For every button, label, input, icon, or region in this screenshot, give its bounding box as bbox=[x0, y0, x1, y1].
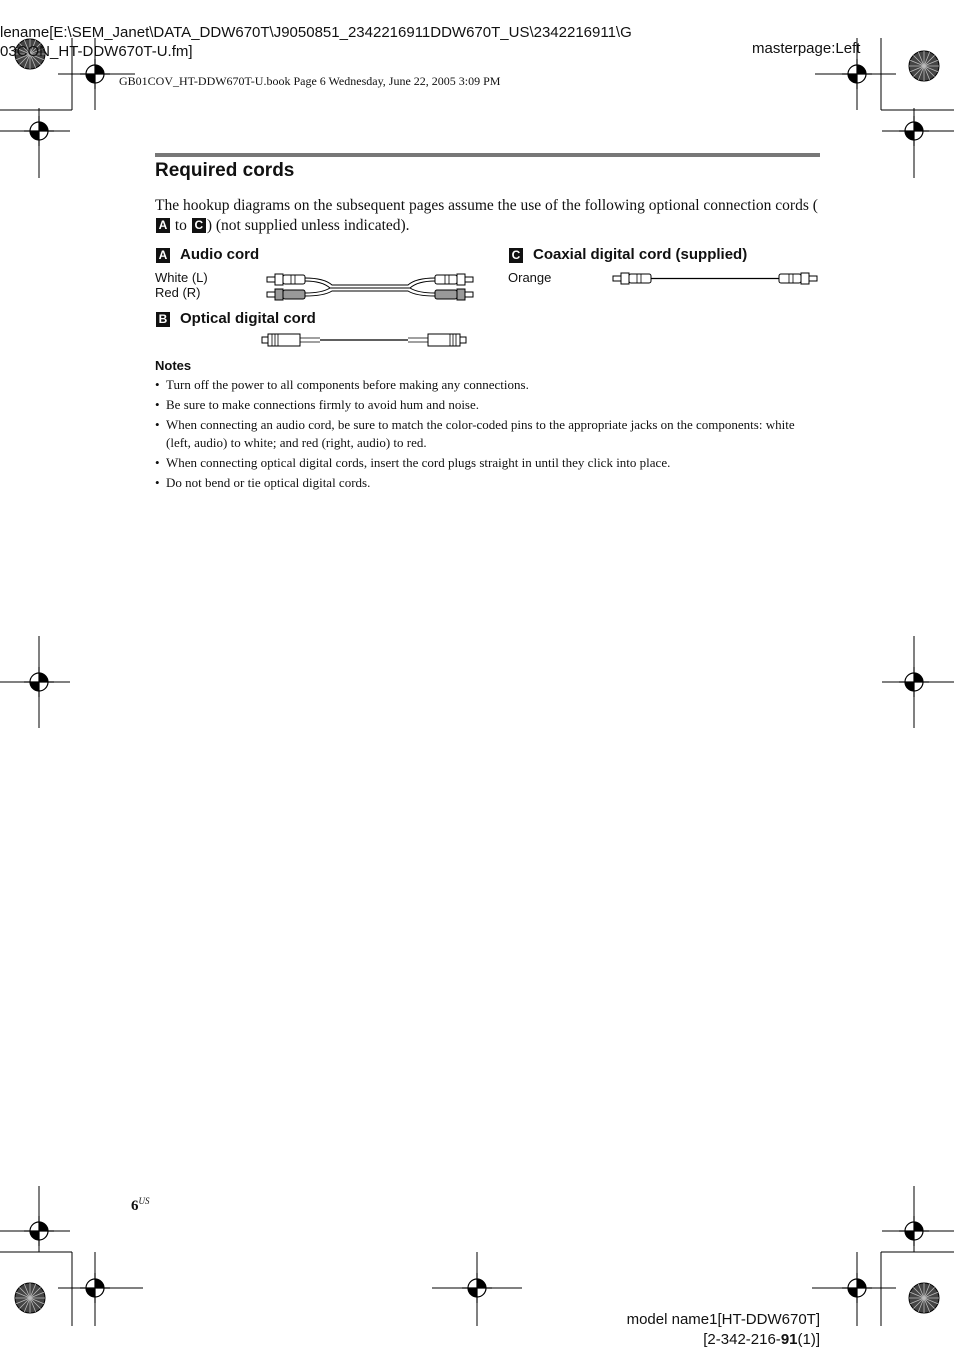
page-title: Required cords bbox=[155, 160, 295, 181]
note-item: • When connecting an audio cord, be sure to match the color-coded pins to the appropriate jacks on the components: white (left, audio) to white; and red (right, audio) to red. bbox=[155, 416, 820, 452]
optical-cord-illustration bbox=[260, 331, 468, 349]
letter-a-badge: A bbox=[156, 248, 170, 263]
coaxial-cord-illustration bbox=[611, 270, 819, 288]
page-number-value: 6 bbox=[131, 1198, 139, 1214]
note-item: • Be sure to make connections firmly to avoid hum and noise. bbox=[155, 396, 820, 414]
optical-cord-label: Optical digital cord bbox=[180, 310, 316, 327]
intro-text-to: to bbox=[171, 217, 191, 234]
orange-label: Orange bbox=[508, 270, 552, 285]
model-part-suffix: (1)] bbox=[797, 1331, 820, 1348]
filename-header: lename[E:\SEM_Janet\DATA_DDW670T\J9050851_2342216911DDW670T_US\2342216911\G bbox=[0, 24, 632, 41]
page-number-suffix: US bbox=[138, 1196, 150, 1206]
intro-text-end: ) (not supplied unless indicated). bbox=[206, 217, 410, 234]
model-name: model name1[HT-DDW670T] bbox=[626, 1311, 820, 1328]
optical-cord-heading bbox=[155, 310, 316, 327]
title-rule bbox=[155, 153, 820, 157]
note-item: • Turn off the power to all components before making any connections. bbox=[155, 376, 820, 394]
letter-c-badge: C bbox=[509, 248, 523, 263]
audio-cord-label: Audio cord bbox=[180, 246, 260, 263]
model-part-bold: 91 bbox=[780, 1331, 798, 1348]
notes-heading: Notes bbox=[155, 358, 192, 373]
audio-cord-heading bbox=[155, 246, 259, 263]
book-info-line: GB01COV_HT-DDW670T-U.book Page 6 Wednesday, June 22, 2005 3:09 PM bbox=[119, 74, 501, 88]
letter-c-badge: C bbox=[192, 218, 206, 233]
filename-header-continued: 03CON_HT-DDW670T-U.fm] bbox=[0, 43, 193, 60]
note-item: • Do not bend or tie optical digital cords. bbox=[155, 474, 820, 492]
coaxial-cord-label: Coaxial digital cord (supplied) bbox=[533, 246, 748, 263]
red-label: Red (R) bbox=[155, 285, 201, 300]
intro-paragraph bbox=[155, 196, 820, 236]
letter-a-badge: A bbox=[156, 218, 170, 233]
white-label: White (L) bbox=[155, 270, 208, 285]
letter-b-badge: B bbox=[156, 312, 170, 327]
masterpage-label: masterpage:Left bbox=[752, 40, 861, 57]
intro-text-start: The hookup diagrams on the subsequent pages assume the use of the following optional connection cords ( bbox=[155, 197, 818, 214]
note-item: • When connecting optical digital cords, insert the cord plugs straight in until they click into place. bbox=[155, 454, 820, 472]
model-part-prefix: [2-342-216- bbox=[703, 1331, 781, 1348]
notes-list bbox=[155, 376, 820, 494]
model-part-number bbox=[703, 1331, 820, 1348]
page-number bbox=[131, 1196, 150, 1215]
coaxial-cord-heading bbox=[508, 246, 747, 263]
audio-cord-illustration bbox=[264, 270, 476, 306]
